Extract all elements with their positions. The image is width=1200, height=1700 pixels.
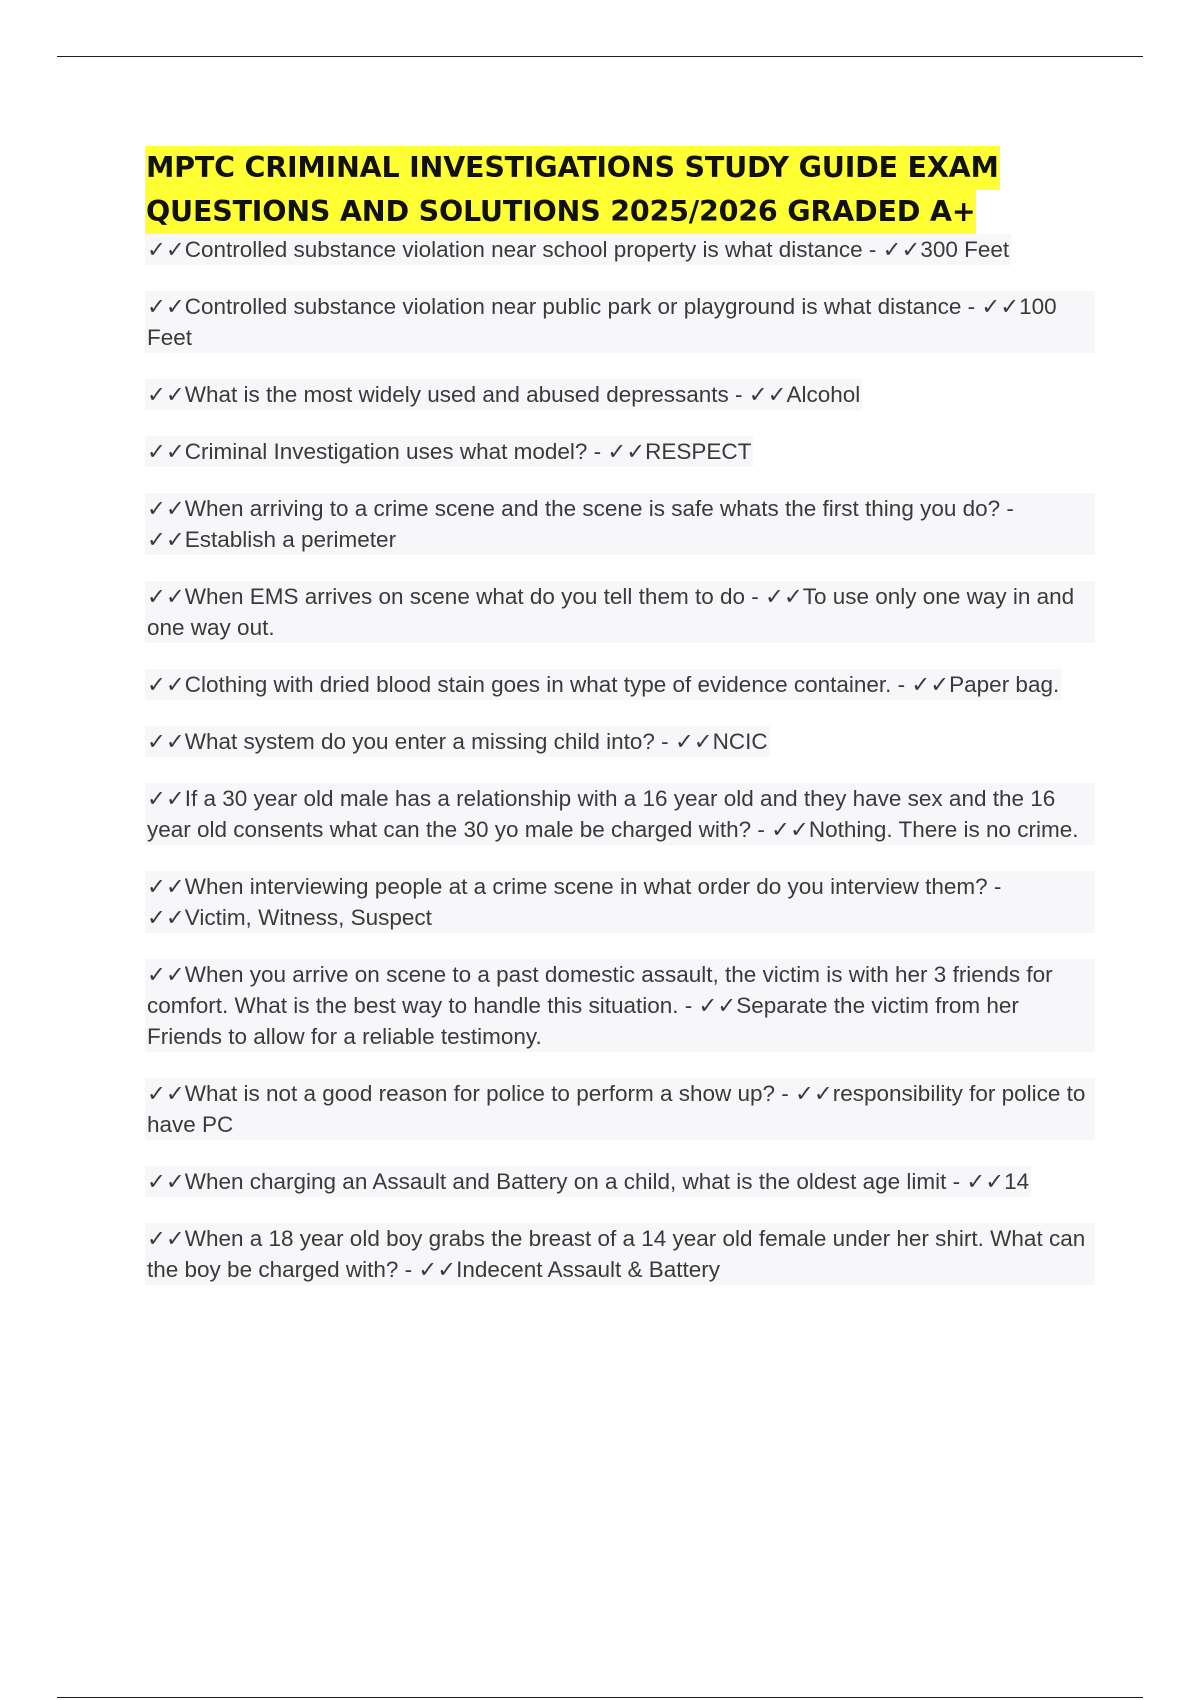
qa-item — [145, 1078, 1095, 1140]
question-text: If a 30 year old male has a relationship with a 16 year old and they have sex and the 16 year old consents what can the 30 yo male be charged with? - — [147, 786, 1056, 842]
check-icon: ✓✓ — [147, 672, 185, 697]
question-text: What system do you enter a missing child into? - — [184, 729, 675, 754]
check-icon: ✓✓ — [771, 817, 809, 842]
question-text: When EMS arrives on scene what do you tell them to do - — [184, 584, 765, 609]
qa-list — [145, 234, 1095, 1285]
qa-item — [145, 493, 1095, 555]
question-text: When a 18 year old boy grabs the breast of a 14 year old female under her shirt. What can the boy be charged with? - — [147, 1226, 1086, 1282]
question-text: When interviewing people at a crime scene in what order do you interview them? - — [184, 874, 1002, 899]
check-icon: ✓✓ — [147, 1226, 185, 1251]
title-line-2: QUESTIONS AND SOLUTIONS 2025/2026 GRADED A+ — [145, 190, 976, 234]
answer-text: 300 Feet — [920, 237, 1010, 262]
answer-text: Victim, Witness, Suspect — [184, 905, 432, 930]
answer-text: Indecent Assault & Battery — [456, 1257, 721, 1282]
check-icon: ✓✓ — [607, 439, 646, 464]
question-text: Controlled substance violation near school property is what distance - — [184, 237, 883, 262]
question-text: When you arrive on scene to a past domestic assault, the victim is with her 3 friends for comfort. What is the best way to handle this situation. - — [147, 962, 1053, 1018]
check-icon: ✓✓ — [147, 729, 185, 754]
question-text: Clothing with dried blood stain goes in what type of evidence container. - — [184, 672, 912, 697]
check-icon: ✓✓ — [981, 294, 1020, 319]
qa-item — [145, 871, 1095, 933]
check-icon: ✓✓ — [698, 993, 737, 1018]
answer-text: Establish a perimeter — [184, 527, 397, 552]
check-icon: ✓✓ — [147, 439, 185, 464]
question-text: When charging an Assault and Battery on a child, what is the oldest age limit - — [184, 1169, 967, 1194]
qa-item — [145, 783, 1095, 845]
question-text: Criminal Investigation uses what model? - — [184, 439, 608, 464]
qa-item — [145, 959, 1095, 1052]
document-body — [145, 146, 1095, 1311]
check-icon: ✓✓ — [147, 905, 185, 930]
check-icon: ✓✓ — [147, 786, 185, 811]
qa-item — [145, 581, 1095, 643]
header-rule — [57, 56, 1143, 57]
answer-text: 100 Feet — [147, 294, 1057, 350]
check-icon: ✓✓ — [147, 1081, 185, 1106]
check-icon: ✓✓ — [147, 584, 185, 609]
check-icon: ✓✓ — [418, 1257, 457, 1282]
answer-text: To use only one way in and one way out. — [147, 584, 1075, 640]
answer-text: Separate the victim from her Friends to allow for a reliable testimony. — [147, 993, 1019, 1049]
check-icon: ✓✓ — [966, 1169, 1005, 1194]
footer-rule — [57, 1697, 1143, 1698]
answer-text: Paper bag. — [949, 672, 1060, 697]
check-icon: ✓✓ — [911, 672, 950, 697]
check-icon: ✓✓ — [765, 584, 803, 609]
qa-item — [145, 379, 862, 410]
check-icon: ✓✓ — [795, 1081, 833, 1106]
qa-item — [145, 234, 1011, 265]
qa-item — [145, 1166, 1031, 1197]
question-text: Controlled substance violation near public park or playground is what distance - — [184, 294, 982, 319]
qa-item — [145, 436, 753, 467]
check-icon: ✓✓ — [882, 237, 921, 262]
answer-text: Nothing. There is no crime. — [808, 817, 1079, 842]
qa-item — [145, 1223, 1095, 1285]
answer-text: 14 — [1004, 1169, 1030, 1194]
question-text: What is not a good reason for police to perform a show up? - — [184, 1081, 796, 1106]
qa-item — [145, 669, 1061, 700]
qa-item — [145, 726, 770, 757]
check-icon: ✓✓ — [147, 527, 185, 552]
check-icon: ✓✓ — [147, 382, 185, 407]
check-icon: ✓✓ — [674, 729, 713, 754]
check-icon: ✓✓ — [147, 1169, 185, 1194]
question-text: When arriving to a crime scene and the scene is safe whats the first thing you do? - — [184, 496, 1014, 521]
check-icon: ✓✓ — [147, 294, 185, 319]
check-icon: ✓✓ — [147, 874, 185, 899]
check-icon: ✓✓ — [748, 382, 787, 407]
check-icon: ✓✓ — [147, 962, 185, 987]
check-icon: ✓✓ — [147, 496, 185, 521]
check-icon: ✓✓ — [147, 237, 185, 262]
question-text: What is the most widely used and abused depressants - — [184, 382, 749, 407]
title-line-1: MPTC CRIMINAL INVESTIGATIONS STUDY GUIDE EXAM — [145, 146, 1000, 190]
answer-text: NCIC — [712, 729, 768, 754]
answer-text: Alcohol — [786, 382, 861, 407]
answer-text: RESPECT — [645, 439, 752, 464]
answer-text: responsibility for police to have PC — [147, 1081, 1086, 1137]
document-title — [145, 146, 1095, 234]
qa-item — [145, 291, 1095, 353]
